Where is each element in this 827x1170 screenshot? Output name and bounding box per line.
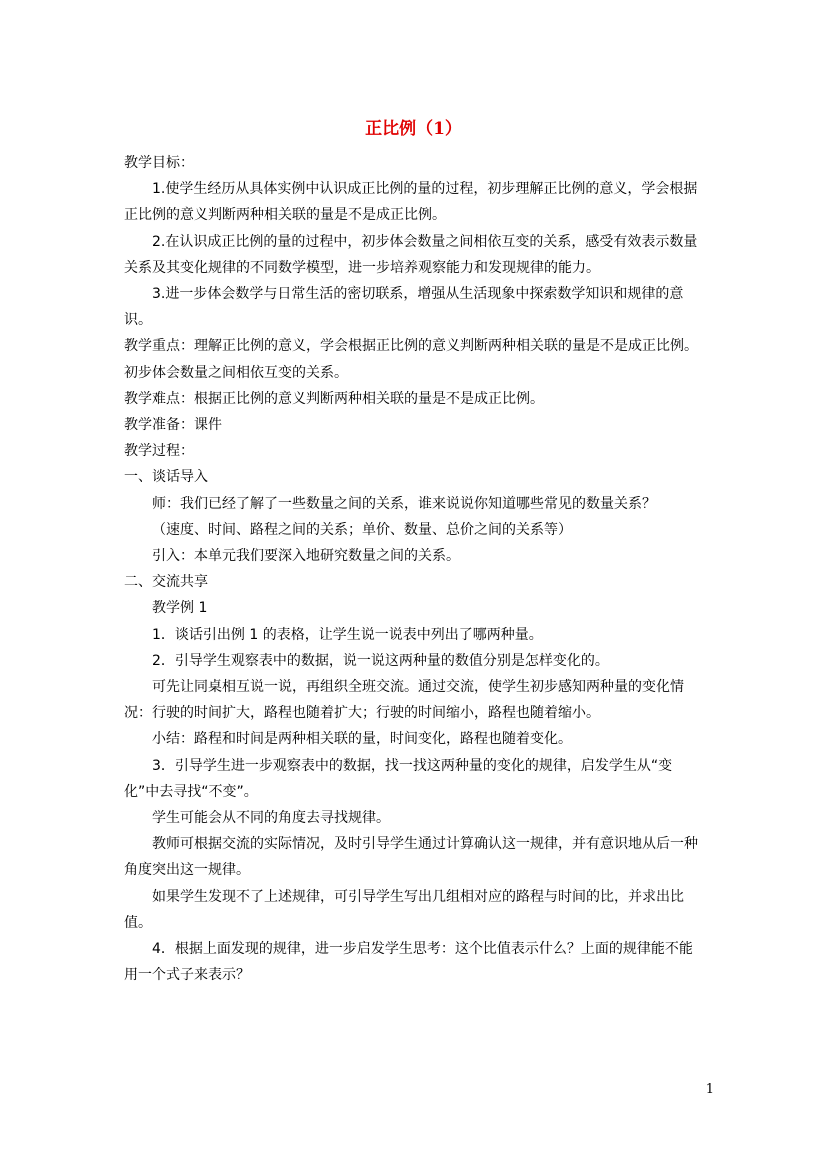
page-title: 正比例（1） — [365, 119, 462, 139]
example-label: 教学例 1 — [152, 600, 208, 617]
step-2: 2．引导学生观察表中的数据，说一说这两种量的数值分别是怎样变化的。 — [152, 652, 609, 669]
discussion: 可先让同桌相互说一说，再组织全班交流。通过交流，使学生初步感知两种量的变化情况：行驶的时间扩大，路程也随着扩大；行驶的时间缩小，路程也随着缩小。 — [124, 679, 684, 722]
section-2-heading: 二、交流共享 — [124, 574, 208, 591]
difficult-points: 教学难点：根据正比例的意义判断两种相关联的量是不是成正比例。 — [124, 390, 544, 407]
goal-2: 2.在认识成正比例的量的过程中，初步体会数量之间相依互变的关系，感受有效表示数量关系及其变化规律的不同数学模型，进一步培养观察能力和发现规律的能力。 — [124, 233, 698, 276]
goal-heading: 教学目标： — [124, 155, 194, 171]
step-4: 4．根据上面发现的规律，进一步启发学生思考：这个比值表示什么？上面的规律能不能用一个式子来表示？ — [124, 941, 693, 984]
student-answer: （速度、时间、路程之间的关系；单价、数量、总价之间的关系等） — [152, 521, 572, 538]
goal-1: 1.使学生经历从具体实例中认识成正比例的量的过程，初步理解正比例的意义，学会根据正比例的意义判断两种相关联的量是不是成正比例。 — [124, 181, 698, 224]
process-heading: 教学过程： — [124, 443, 194, 460]
preparation: 教学准备：课件 — [124, 417, 222, 434]
page-number: 1 — [705, 1082, 714, 1097]
step-1: 1．谈话引出例 1 的表格，让学生说一说表中列出了哪两种量。 — [152, 626, 543, 643]
key-points: 教学重点：理解正比例的意义，学会根据正比例的意义判断两种相关联的量是不是成正比例。初步体会数量之间相依互变的关系。 — [124, 338, 698, 381]
different-angles: 学生可能会从不同的角度去寻找规律。 — [152, 810, 390, 827]
summary: 小结：路程和时间是两种相关联的量，时间变化，路程也随着变化。 — [152, 731, 572, 748]
section-1-heading: 一、谈话导入 — [124, 469, 208, 486]
teacher-guidance: 教师可根据交流的实际情况，及时引导学生通过计算确认这一规律，并有意识地从后一种角度突出这一规律。 — [124, 836, 698, 879]
teacher-question: 师：我们已经了解了一些数量之间的关系，谁来说说你知道哪些常见的数量关系？ — [152, 495, 656, 512]
ratio-hint: 如果学生发现不了上述规律，可引导学生写出几组相对应的路程与时间的比，并求出比值。 — [124, 888, 684, 931]
goal-3: 3.进一步体会数学与日常生活的密切联系，增强从生活现象中探索数学知识和规律的意识。 — [124, 286, 684, 329]
step-3: 3．引导学生进一步观察表中的数据，找一找这两种量的变化的规律，启发学生从“变化”中去寻找“不变”。 — [124, 757, 673, 800]
introduction: 引入：本单元我们要深入地研究数量之间的关系。 — [152, 548, 460, 565]
document-body — [124, 150, 704, 989]
